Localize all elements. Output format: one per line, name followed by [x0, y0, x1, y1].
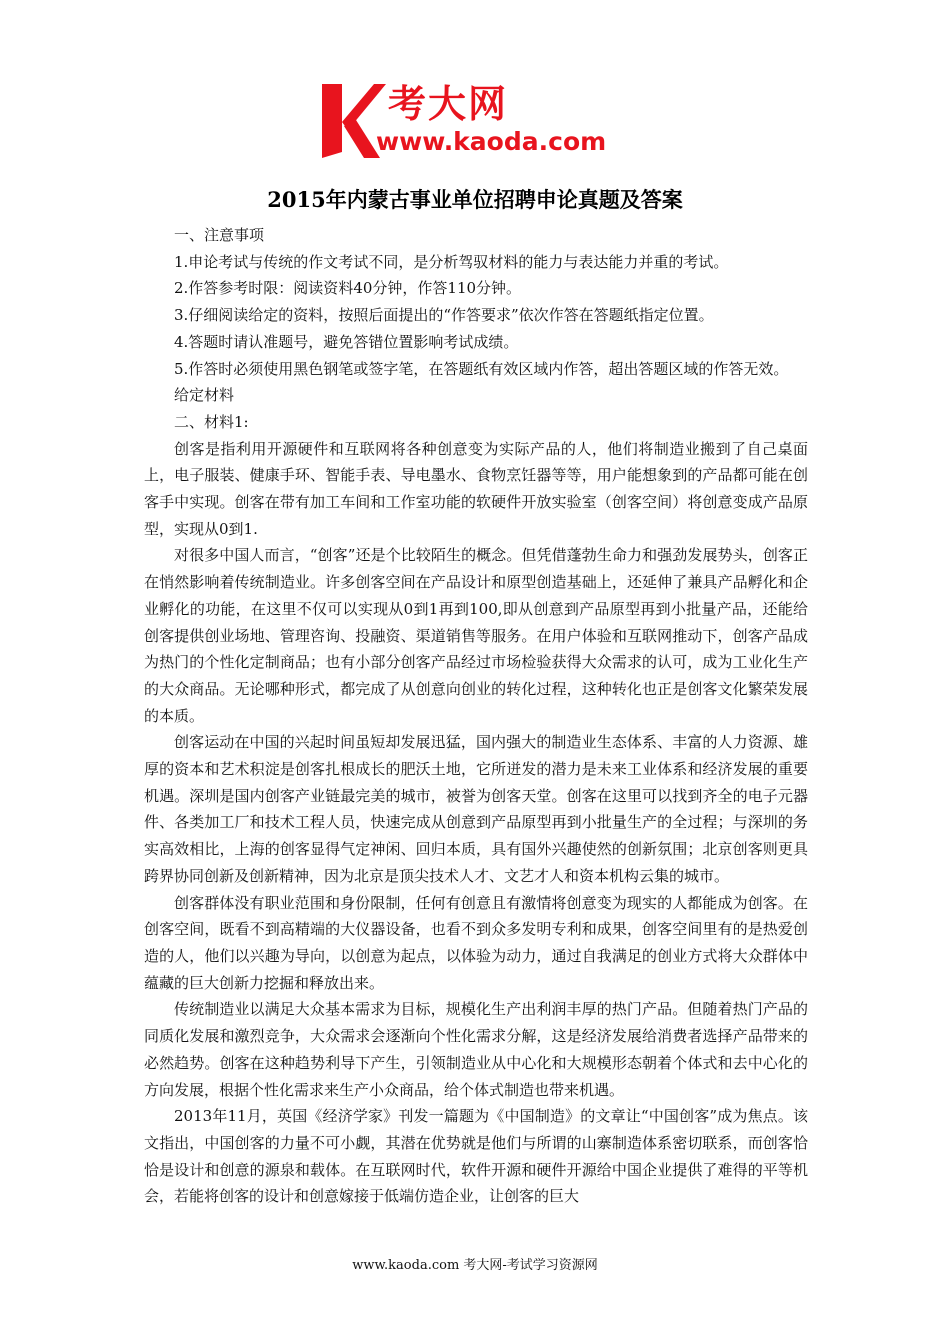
body-paragraph: 创客是指利用开源硬件和互联网将各种创意变为实际产品的人，他们将制造业搬到了自己桌面上，电子服装、健康手环、智能手表、导电墨水、食物烹饪器等等，用户能想象到的产品都可能在创客手中实现。创客在带有加工车间和工作室功能的软硬件开放实验室（创客空间）将创意变成产品原型，实现从0到1. [144, 439, 808, 538]
logo-chinese-text: 考大网 [388, 82, 509, 126]
notice-item: 2.作答参考时限：阅读资料40分钟，作答110分钟。 [174, 279, 522, 298]
body-paragraph: 传统制造业以满足大众基本需求为目标，规模化生产出利润丰厚的热门产品。但随着热门产品的同质化发展和激烈竞争，大众需求会逐渐向个性化需求分解，这是经济发展给消费者选择产品带来的必然趋势。创客在这种趋势利导下产生，引领制造业从中心化和大规模形态朝着个体式和去中心化的方向发展，根据个性化需求来生产小众商品，给个体式制造也带来机遇。 [144, 1000, 808, 1099]
body-paragraph: 对很多中国人而言，“创客”还是个比较陌生的概念。但凭借蓬勃生命力和强劲发展势头，创客正在悄然影响着传统制造业。许多创客空间在产品设计和原型创造基础上，还延伸了兼具产品孵化和企业孵化的功能，在这里不仅可以实现从0到1再到100,即从创意到产品原型再到小批量产品，还能给创客提供创业场地、管理咨询、投融资、渠道销售等服务。在用户体验和互联网推动下，创客产品成为热门的个性化定制商品；也有小部分创客产品经过市场检验获得大众需求的认可，成为工业化生产的大众商品。无论哪种形式，都完成了从创意向创业的转化过程，这种转化也正是创客文化繁荣发展的本质。 [144, 546, 808, 725]
notice-item: 5.作答时必须使用黑色钢笔或签字笔，在答题纸有效区域内作答，超出答题区域的作答无效。 [174, 359, 789, 378]
body-paragraph: 2013年11月，英国《经济学家》刊发一篇题为《中国制造》的文章让“中国创客”成为焦点。该文指出，中国创客的力量不可小觑，其潜在优势就是他们与所谓的山寨制造体系密切联系，而创客恰恰是设计和创意的源泉和载体。在互联网时代，软件开源和硬件开源给中国企业提供了难得的平等机会，若能将创客的设计和创意嫁接于低端仿造企业，让创客的巨大 [144, 1107, 808, 1206]
section-heading: 二、材料1: [174, 412, 249, 431]
notice-item: 3.仔细阅读给定的资料，按照后面提出的“作答要求”依次作答在答题纸指定位置。 [174, 306, 714, 325]
notice-item: 4.答题时请认准题号，避免答错位置影响考试成绩。 [174, 332, 519, 351]
document-title: 2015年内蒙古事业单位招聘申论真题及答案 [267, 187, 683, 212]
body-paragraph: 创客群体没有职业范围和身份限制，任何有创意且有激情将创意变为现实的人都能成为创客。在创客空间，既看不到高精端的大仪器设备，也看不到众多发明专利和成果，创客空间里有的是热爱创造的人，他们以兴趣为导向，以创意为起点，以体验为动力，通过自我满足的创业方式将大众群体中蕴藏的巨大创新力挖掘和释放出来。 [144, 893, 808, 992]
kaoda-logo [316, 82, 638, 160]
logo-url-text: www.kaoda.com [376, 127, 607, 156]
section-heading: 给定材料 [174, 386, 235, 405]
document-body [144, 222, 808, 1210]
section-heading: 一、注意事项 [174, 226, 265, 244]
body-paragraph: 创客运动在中国的兴起时间虽短却发展迅猛，国内强大的制造业生态体系、丰富的人力资源、雄厚的资本和艺术积淀是创客扎根成长的肥沃土地，它所迸发的潜力是未来工业体系和经济发展的重要机遇。深圳是国内创客产业链最完美的城市，被誉为创客天堂。创客在这里可以找到齐全的电子元器件、各类加工厂和技术工程人员，快速完成从创意到产品原型再到小批量生产的全过程；与深圳的务实高效相比，上海的创客显得气定神闲、回归本质，具有国外兴趣使然的创新氛围；北京创客则更具跨界协同创新及创新精神，因为北京是顶尖技术人才、文艺才人和资本机构云集的城市。 [144, 733, 808, 885]
notice-item: 1.申论考试与传统的作文考试不同，是分析驾驭材料的能力与表达能力并重的考试。 [174, 252, 729, 271]
page-footer: www.kaoda.com 考大网-考试学习资源网 [352, 1258, 598, 1273]
